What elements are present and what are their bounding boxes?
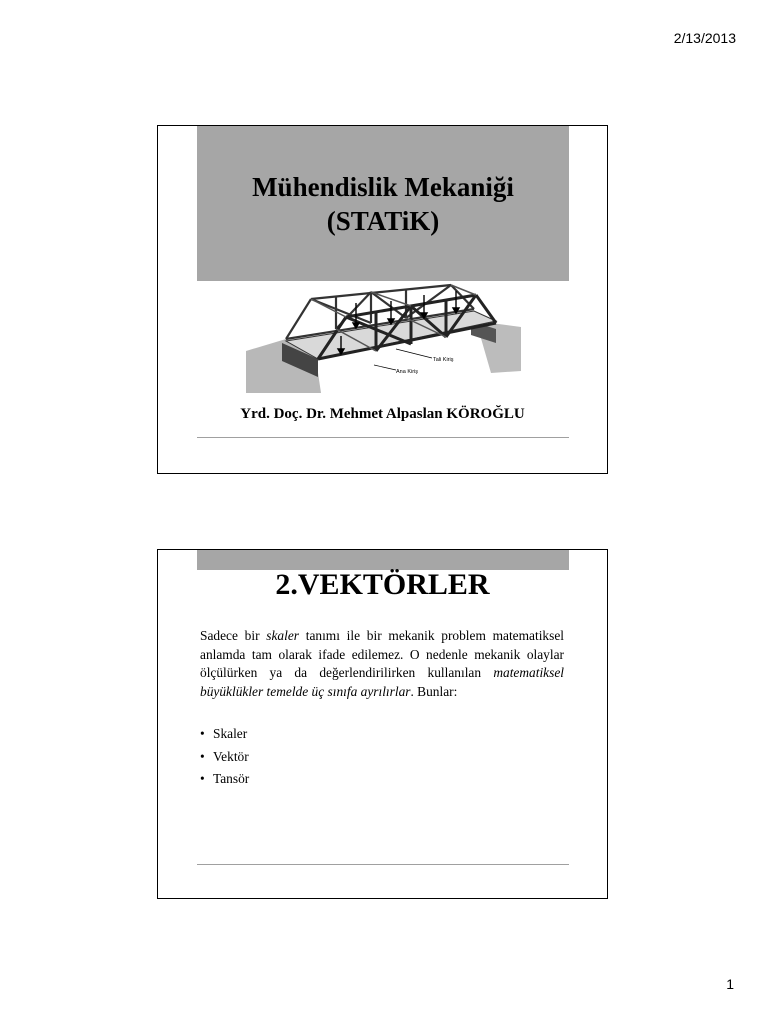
divider <box>197 864 569 865</box>
page-number: 1 <box>726 976 734 992</box>
quantity-type-list <box>200 723 249 791</box>
intro-paragraph <box>200 627 564 701</box>
main-beam-label: Ana Kiriş <box>396 369 419 375</box>
main-beam-leader <box>374 365 396 370</box>
slide-title-line2: (STATiK) <box>326 205 440 236</box>
divider <box>197 437 569 438</box>
bullet-icon: • <box>200 748 205 764</box>
list-item-label: Vektör <box>213 748 249 764</box>
list-item <box>200 768 249 791</box>
author-name: Yrd. Doç. Dr. Mehmet Alpaslan KÖROĞLU <box>240 406 525 422</box>
paragraph-emphasis: skaler <box>266 628 299 643</box>
list-item <box>200 723 249 746</box>
slide-title: 2.VEKTÖRLER <box>275 568 490 601</box>
title-band <box>197 126 569 281</box>
slide-vectors <box>157 549 608 899</box>
title-bar <box>197 550 569 570</box>
slide-title <box>157 125 608 474</box>
paragraph-emphasis: matematiksel büyüklükler temelde üç sınıfa ayrılırlar <box>200 665 564 699</box>
bullet-icon: • <box>200 726 205 742</box>
header-date: 2/13/2013 <box>673 30 736 46</box>
list-item-label: Skaler <box>213 726 248 742</box>
truss-bridge-illustration <box>246 281 521 393</box>
paragraph-text: Sadece bir <box>200 628 267 643</box>
paragraph-text: . Bunlar: <box>410 683 458 699</box>
paragraph-text: tanımı ile bir mekanik problem matematiksel anlamda tam olarak ifade edilemez. O nedenle mekanik olaylar ölçülürken ya da değerlendirilirken kullanılan <box>200 628 564 680</box>
list-item <box>200 746 249 769</box>
slide-title-line1: Mühendislik Mekaniği <box>252 171 514 202</box>
bullet-icon: • <box>200 771 205 787</box>
secondary-beam-label: Tali Kiriş <box>433 357 454 363</box>
list-item-label: Tansör <box>213 771 250 787</box>
secondary-beam-leader <box>396 349 432 358</box>
